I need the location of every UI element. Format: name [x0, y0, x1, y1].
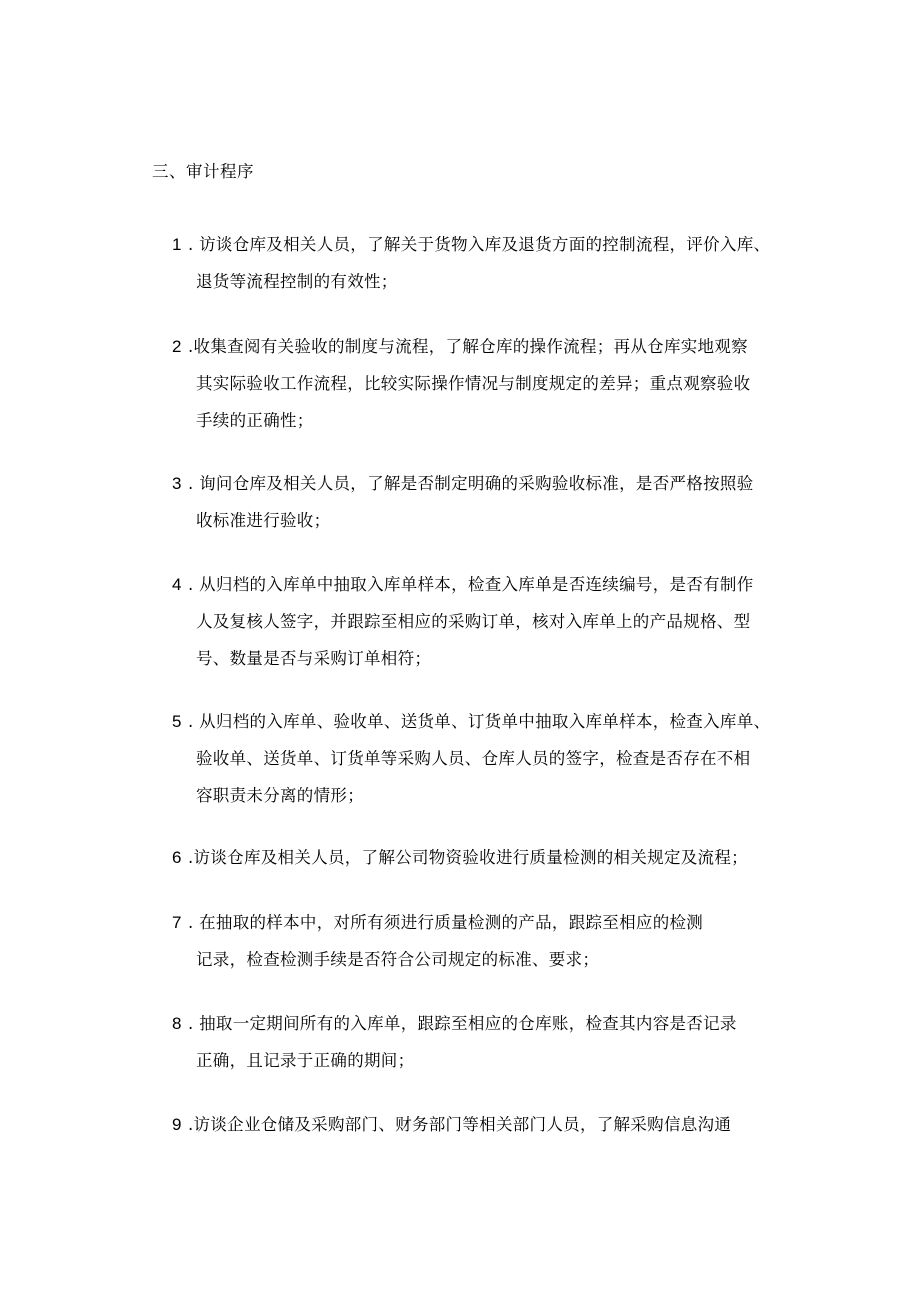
- item-text-line: . 在抽取的样本中，对所有须进行质量检测的产品，跟踪至相应的检测: [188, 913, 704, 932]
- item-text-line: .收集查阅有关验收的制度与流程，了解仓库的操作流程；再从仓库实地观察: [188, 337, 748, 356]
- item-text-line: 正确，且记录于正确的期间；: [196, 1051, 415, 1070]
- item-number: 6: [172, 848, 182, 867]
- item-text-line: . 询问仓库及相关人员，了解是否制定明确的采购验收标准，是否严格按照验: [188, 474, 754, 493]
- section-title: 三、审计程序: [152, 162, 254, 181]
- item-number: 8: [172, 1014, 182, 1033]
- item-number: 3: [172, 474, 182, 493]
- item-number: 4: [172, 575, 182, 594]
- item-text-line: 验收单、送货单、订货单等采购人员、仓库人员的签字，检查是否存在不相: [196, 749, 751, 768]
- item-number: 1: [172, 235, 182, 254]
- item-text-line: .访谈企业仓储及采购部门、财务部门等相关部门人员，了解采购信息沟通: [188, 1115, 732, 1134]
- item-number: 7: [172, 913, 182, 932]
- item-number: 2: [172, 337, 182, 356]
- item-text-line: 号、数量是否与采购订单相符；: [196, 649, 432, 668]
- item-text-line: . 抽取一定期间所有的入库单，跟踪至相应的仓库账，检查其内容是否记录: [188, 1014, 737, 1033]
- item-text-line: 退货等流程控制的有效性；: [196, 272, 398, 291]
- item-number: 9: [172, 1115, 182, 1134]
- item-text-line: .访谈仓库及相关人员，了解公司物资验收进行质量检测的相关规定及流程；: [188, 848, 748, 867]
- item-text-line: 人及复核人签字，并跟踪至相应的采购订单，核对入库单上的产品规格、型: [196, 612, 751, 631]
- item-text-line: 手续的正确性；: [196, 411, 314, 430]
- item-text-line: . 访谈仓库及相关人员，了解关于货物入库及退货方面的控制流程，评价入库、: [188, 235, 771, 254]
- item-text-line: 收标准进行验收；: [196, 511, 331, 530]
- item-number: 5: [172, 712, 182, 731]
- item-text-line: 记录，检查检测手续是否符合公司规定的标准、要求；: [196, 950, 600, 969]
- item-text-line: . 从归档的入库单中抽取入库单样本，检查入库单是否连续编号，是否有制作: [188, 575, 754, 594]
- item-text-line: 容职责未分离的情形；: [196, 786, 364, 805]
- item-text-line: . 从归档的入库单、验收单、送货单、订货单中抽取入库单样本，检查入库单、: [188, 712, 771, 731]
- item-text-line: 其实际验收工作流程，比较实际操作情况与制度规定的差异；重点观察验收: [196, 374, 751, 393]
